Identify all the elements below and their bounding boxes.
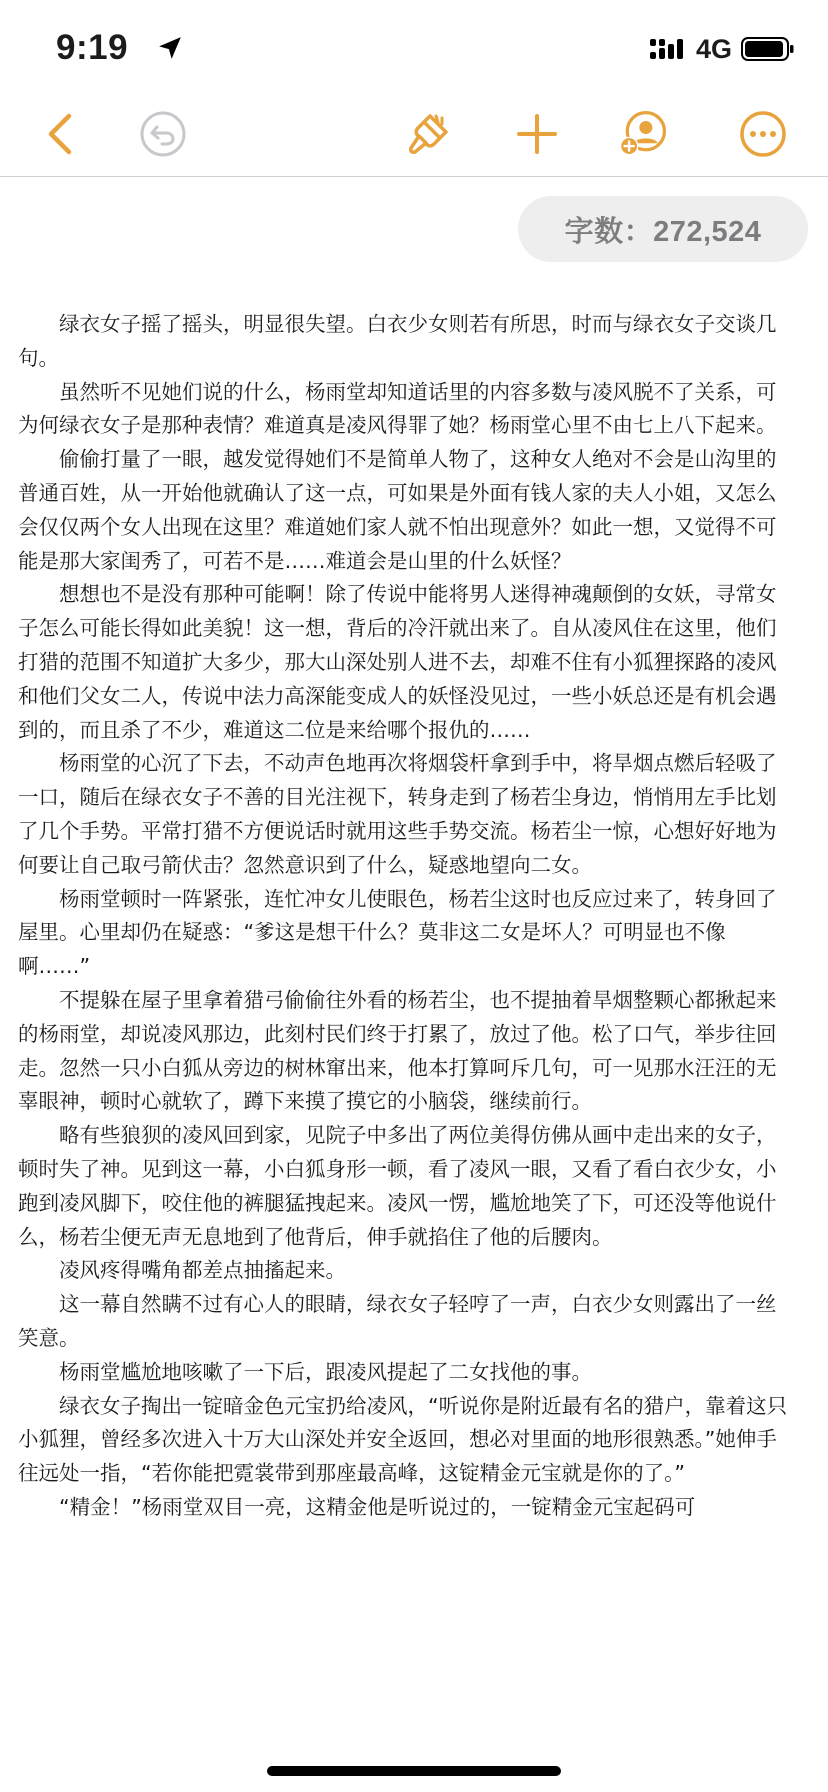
more-icon xyxy=(737,108,789,160)
paintbrush-icon xyxy=(402,108,454,160)
network-type: 4G xyxy=(696,34,733,64)
note-paragraph[interactable]: 偷偷打量了一眼，越发觉得她们不是简单人物了，这种女人绝对不会是山沟里的普通百姓，从一开始他就确认了这一点，可如果是外面有钱人家的夫人小姐，又怎么会仅仅两个女人出现在这里？难道她们家人就不怕出现意外？如此一想，又觉得不可能是那大家闺秀了，可若不是……难道会是山里的什么妖怪？ xyxy=(18,447,777,573)
note-paragraph[interactable]: 绿衣女子摇了摇头，明显很失望。白衣少女则若有所思，时而与绿衣女子交谈几句。 xyxy=(18,312,777,370)
undo-button[interactable] xyxy=(137,108,189,160)
note-paragraph[interactable]: 杨雨堂尴尬地咳嗽了一下后，跟凌风提起了二女找他的事。 xyxy=(59,1359,592,1384)
word-count-badge: 字数：272,524 xyxy=(518,196,808,262)
note-toolbar xyxy=(0,90,828,176)
status-bar xyxy=(0,0,828,90)
format-brush-button[interactable] xyxy=(402,108,454,160)
note-paragraph[interactable]: 杨雨堂顿时一阵紧张，连忙冲女儿使眼色，杨若尘这时也反应过来了，转身回了屋里。心里却仍在疑惑：“爹这是想干什么？莫非这二女是坏人？可明显也不像啊……” xyxy=(18,886,777,979)
home-indicator[interactable] xyxy=(267,1766,561,1776)
add-person-icon xyxy=(618,108,670,160)
more-options-button[interactable] xyxy=(737,108,789,160)
plus-icon xyxy=(511,108,563,160)
note-paragraph[interactable]: “精金！”杨雨堂双目一亮，这精金他是听说过的，一锭精金元宝起码可 xyxy=(59,1494,696,1519)
note-paragraph[interactable]: 绿衣女子掏出一锭暗金色元宝扔给凌风，“听说你是附近最有名的猎户，靠着这只小狐狸，曾经多次进入十万大山深处并安全返回，想必对里面的地形很熟悉。”她伸手往远处一指，“若你能把霓裳带到那座最高峰，这锭精金元宝就是你的了。” xyxy=(18,1393,788,1486)
note-paragraph[interactable]: 想想也不是没有那种可能啊！除了传说中能将男人迷得神魂颠倒的女妖，寻常女子怎么可能长得如此美貌！这一想，背后的冷汗就出来了。自从凌风住在这里，他们打猎的范围不知道扩大多少，那大山深处别人进不去，却难不住有小狐狸探路的凌风和他们父女二人，传说中法力高深能变成人的妖怪没见过，一些小妖总还是有机会遇到的，而且杀了不少，难道这二位是来给哪个报仇的…… xyxy=(18,582,777,742)
location-arrow-icon xyxy=(157,35,183,61)
share-collaborate-button[interactable] xyxy=(618,108,670,160)
add-button[interactable] xyxy=(511,108,563,160)
note-paragraph[interactable]: 略有些狼狈的凌风回到家，见院子中多出了两位美得仿佛从画中走出来的女子，顿时失了神。见到这一幕，小白狐身形一顿，看了凌风一眼，又看了看白衣少女，小跑到凌风脚下，咬住他的裤腿猛拽起来。凌风一愣，尴尬地笑了下，可还没等他说什么，杨若尘便无声无息地到了他背后，伸手就掐住了他的后腰肉。 xyxy=(18,1123,777,1249)
note-paragraph[interactable]: 虽然听不见她们说的什么，杨雨堂却知道话里的内容多数与凌风脱不了关系，可为何绿衣女子是那种表情？难道真是凌风得罪了她？杨雨堂心里不由七上八下起来。 xyxy=(18,379,777,438)
note-paragraph[interactable]: 这一幕自然瞒不过有心人的眼睛，绿衣女子轻哼了一声，白衣少女则露出了一丝笑意。 xyxy=(18,1292,777,1350)
note-paragraph[interactable]: 凌风疼得嘴角都差点抽搐起来。 xyxy=(59,1258,346,1283)
back-button[interactable] xyxy=(37,108,89,160)
note-paragraph[interactable]: 杨雨堂的心沉了下去，不动声色地再次将烟袋杆拿到手中，将旱烟点燃后轻吸了一口，随后在绿衣女子不善的目光注视下，转身走到了杨若尘身边，悄悄用左手比划了几个手势。平常打猎不方便说话时就用这些手势交流。杨若尘一惊，心想好好地为何要让自己取弓箭伏击？忽然意识到了什么，疑惑地望向二女。 xyxy=(18,751,777,877)
status-time: 9:19 xyxy=(56,28,129,67)
back-chevron-icon xyxy=(37,108,89,160)
toolbar-divider xyxy=(0,176,828,177)
note-body[interactable] xyxy=(18,308,794,1525)
signal-icon xyxy=(650,38,700,60)
battery-icon xyxy=(741,36,795,62)
note-paragraph[interactable]: 不提躲在屋子里拿着猎弓偷偷往外看的杨若尘，也不提抽着旱烟整颗心都揪起来的杨雨堂，却说凌风那边，此刻村民们终于打累了，放过了他。松了口气，举步往回走。忽然一只小白狐从旁边的树林窜出来，他本打算呵斥几句，可一见那水汪汪的无辜眼神，顿时心就软了，蹲下来摸了摸它的小脑袋，继续前行。 xyxy=(18,987,777,1114)
undo-icon xyxy=(137,108,189,160)
